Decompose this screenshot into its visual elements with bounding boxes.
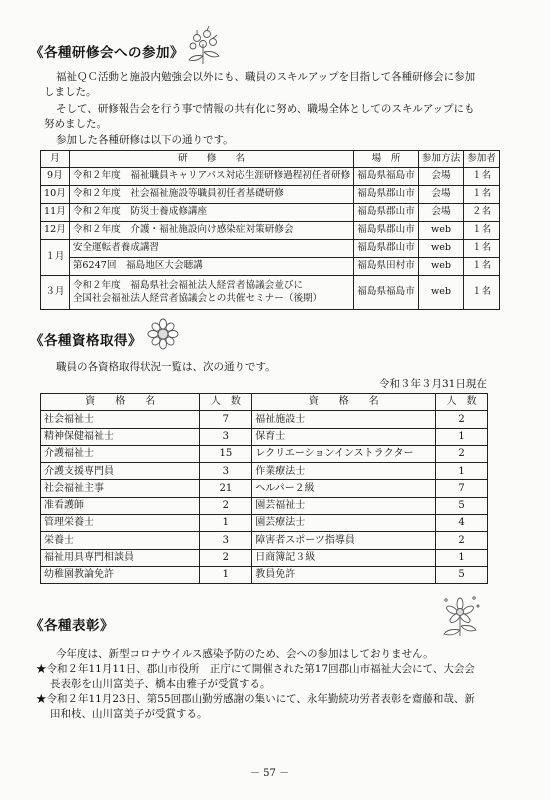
month-cell: 10月 <box>41 186 70 204</box>
method-cell: web <box>418 240 463 258</box>
qualification-count: 21 <box>200 480 252 497</box>
qualification-name: 准看護師 <box>41 497 200 514</box>
training-para2-line2: 努めました。 <box>44 118 107 130</box>
qualification-count: 2 <box>200 549 252 566</box>
method-cell: 会場 <box>418 186 463 204</box>
count-cell: １名 <box>464 276 500 310</box>
qualifications-table <box>40 393 488 584</box>
qualification-name: 園芸療法士 <box>252 515 436 532</box>
training-name-cell: 第6247回 福島地区大会聴講 <box>69 258 353 276</box>
table-row <box>41 515 488 532</box>
table-row <box>41 204 500 222</box>
training-name-line: 令和２年度 福島県社会福祉法人経営者協議会並びに <box>72 279 304 291</box>
table-row <box>41 463 488 480</box>
flower-icon <box>436 592 484 642</box>
column-header: 月 <box>41 151 70 168</box>
place-cell: 福島県郡山市 <box>354 204 419 222</box>
month-cell: 9月 <box>41 168 70 186</box>
table-row <box>41 186 500 204</box>
qualification-count: 1 <box>200 515 252 532</box>
table-row <box>41 428 488 445</box>
table-row <box>41 411 488 428</box>
awards-intro: 今年度は、新型コロナウイルス感染予防のため、会への参加はしておりません。 <box>56 648 434 660</box>
qualification-count: 5 <box>436 497 488 514</box>
table-row <box>41 480 488 497</box>
table-row <box>41 566 488 583</box>
training-name-cell: 令和２年度 社会福祉施設等職員初任者基礎研修 <box>69 186 353 204</box>
column-header: 参加者 <box>464 151 500 168</box>
training-name-cell: 令和２年度 介護・福祉施設向け感染症対策研修会 <box>69 222 353 240</box>
count-cell: ２名 <box>464 204 500 222</box>
training-name-cell: 令和２年度 福祉職員キャリアパス対応生涯研修過程初任者研修 <box>69 168 353 186</box>
qualification-count: 7 <box>200 411 252 428</box>
table-row <box>41 168 500 186</box>
page-number: － 57 － <box>250 768 290 779</box>
qualification-count: 7 <box>436 480 488 497</box>
qualification-name: 介護支援専門員 <box>41 463 200 480</box>
qualification-count: 3 <box>200 463 252 480</box>
training-para1-line2: しました。 <box>44 86 97 98</box>
table-row <box>41 258 500 276</box>
column-header: 研 修 名 <box>69 151 353 168</box>
qualification-name: ヘルパー２級 <box>252 480 436 497</box>
table-row <box>41 549 488 566</box>
qualification-count: 2 <box>200 497 252 514</box>
training-name-cell: 令和２年度 防災士養成修講座 <box>69 204 353 222</box>
qualification-name: 福祉用具専門相談員 <box>41 549 200 566</box>
table-row <box>41 222 500 240</box>
qualification-name: 管理栄養士 <box>41 515 200 532</box>
month-cell: 12月 <box>41 222 70 240</box>
place-cell: 福島県福島市 <box>354 276 419 310</box>
count-cell: １名 <box>464 168 500 186</box>
qualifications-intro: 職員の各資格取得状況一覧は、次の通りです。 <box>56 361 276 373</box>
column-header: 人 数 <box>200 394 252 411</box>
training-name-cell <box>69 276 353 310</box>
section-heading-training: 《各種研修会への参加》 <box>30 45 184 61</box>
table-row <box>41 240 500 258</box>
as-of-date: 令和３年３月31日現在 <box>379 378 487 390</box>
qualification-count: 15 <box>200 445 252 462</box>
qualification-count: 1 <box>436 549 488 566</box>
place-cell: 福島県郡山市 <box>354 240 419 258</box>
method-cell: 会場 <box>418 168 463 186</box>
column-header: 場 所 <box>354 151 419 168</box>
section-heading-awards: 《各種表彰》 <box>30 618 114 634</box>
qualification-name: 園芸福祉士 <box>252 497 436 514</box>
count-cell: １名 <box>464 222 500 240</box>
training-para1-line1: 福祉ＱＣ活動と施設内勉強会以外にも、職員のスキルアップを目指して各種研修会に参加 <box>56 71 476 83</box>
place-cell: 福島県郡山市 <box>354 222 419 240</box>
award-item1-line2: 長表彰を山川富美子、橋本由雅子が受賞する。 <box>50 678 271 690</box>
table-header-row <box>41 394 488 411</box>
qualification-count: 2 <box>436 532 488 549</box>
award-item2-line2: 田和枝、山川富美子が受賞する。 <box>50 708 208 720</box>
method-cell: web <box>418 258 463 276</box>
qualification-name: 日商簿記３級 <box>252 549 436 566</box>
qualification-name: 保育士 <box>252 428 436 445</box>
month-cell: ３月 <box>41 276 70 310</box>
qualification-count: 5 <box>436 566 488 583</box>
table-row <box>41 445 488 462</box>
flower-icon <box>183 24 225 68</box>
qualification-name: 社会福祉士 <box>41 411 200 428</box>
qualification-name: 作業療法士 <box>252 463 436 480</box>
column-header: 資 格 名 <box>252 394 436 411</box>
column-header: 参加方法 <box>418 151 463 168</box>
training-para3: 参加した各種研修は以下の通りです。 <box>56 134 234 146</box>
table-header-row <box>41 151 500 168</box>
training-table <box>40 150 500 310</box>
flower-icon <box>145 318 181 350</box>
table-row <box>41 276 500 310</box>
qualification-name: 精神保健福祉士 <box>41 428 200 445</box>
qualification-name: 社会福祉主事 <box>41 480 200 497</box>
qualification-name: 介護福祉士 <box>41 445 200 462</box>
count-cell: １名 <box>464 240 500 258</box>
count-cell: １名 <box>464 258 500 276</box>
place-cell: 福島県福島市 <box>354 168 419 186</box>
qualification-count: 1 <box>436 463 488 480</box>
place-cell: 福島県郡山市 <box>354 186 419 204</box>
table-row <box>41 497 488 514</box>
count-cell: １名 <box>464 186 500 204</box>
qualification-count: 4 <box>436 515 488 532</box>
qualification-count: 3 <box>200 428 252 445</box>
award-item1-line1: ★令和２年11月11日、郡山市役所 正庁にて開催された第17回郡山市福祉大会にて、大会会 <box>36 663 475 675</box>
column-header: 人 数 <box>436 394 488 411</box>
column-header: 資 格 名 <box>41 394 200 411</box>
qualification-name: 福祉施設士 <box>252 411 436 428</box>
section-heading-qualifications: 《各種資格取得》 <box>30 333 142 349</box>
qualification-name: 障害者スポーツ指導員 <box>252 532 436 549</box>
qualification-count: 3 <box>200 532 252 549</box>
qualification-count: 1 <box>436 428 488 445</box>
qualification-count: 2 <box>436 411 488 428</box>
month-cell: 11月 <box>41 204 70 222</box>
method-cell: web <box>418 222 463 240</box>
qualification-name: 幼稚園教論免許 <box>41 566 200 583</box>
qualification-name: 栄養士 <box>41 532 200 549</box>
training-name-line: 全国社会福祉法人経営者協議会との共催セミナー（後期） <box>72 292 323 304</box>
qualification-name: 教員免許 <box>252 566 436 583</box>
qualification-count: 2 <box>436 445 488 462</box>
qualification-count: 1 <box>200 566 252 583</box>
training-name-cell: 安全運転者養成講習 <box>69 240 353 258</box>
award-item2-line1: ★令和２年11月23日、第55回郡山勤労感謝の集いにて、永年勤続功労者表彰を齋藤和哉、新 <box>36 693 475 705</box>
table-row <box>41 532 488 549</box>
month-cell: １月 <box>41 240 70 276</box>
method-cell: web <box>418 276 463 310</box>
training-para2-line1: そして、研修報告会を行う事で情報の共有化に努め、職場全体としてのスキルアップにも <box>56 103 475 115</box>
place-cell: 福島県田村市 <box>354 258 419 276</box>
qualification-name: レクリエーションインストラクター <box>252 445 436 462</box>
method-cell: 会場 <box>418 204 463 222</box>
